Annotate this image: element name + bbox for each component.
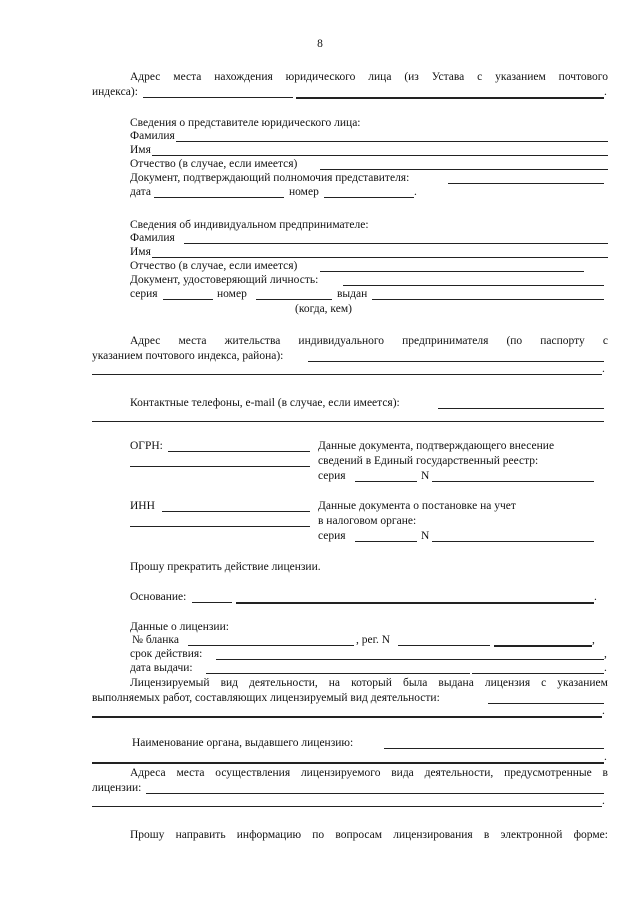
license-activity-field-a[interactable]: [488, 703, 604, 704]
issuing-body-label: Наименование органа, выдавшего лицензию:: [132, 737, 354, 749]
legal-address-field-a[interactable]: [143, 97, 293, 98]
ent-issued-hint: (когда, кем): [295, 303, 352, 315]
license-validity-field[interactable]: [216, 659, 604, 660]
inn-n-label: N: [421, 530, 430, 542]
ent-series-field[interactable]: [163, 299, 213, 300]
inn-field[interactable]: [162, 511, 310, 512]
license-activity-line2: выполняемых работ, составляющих лицензируемый вид деятельности:: [92, 692, 440, 704]
contacts-label: Контактные телефоны, e-mail (в случае, если имеется):: [130, 397, 400, 409]
rep-number-field[interactable]: [324, 197, 414, 198]
inn-n-field[interactable]: [432, 541, 594, 542]
license-reg-field-b[interactable]: [494, 645, 592, 647]
ent-identity-doc-field[interactable]: [343, 285, 604, 286]
ogrn-series-field[interactable]: [355, 481, 417, 482]
license-activity-line1: Лицензируемый вид деятельности, на который была выдана лицензия с указанием: [130, 677, 608, 689]
ent-number-label: номер: [217, 288, 247, 300]
rep-patronymic-field[interactable]: [320, 169, 608, 170]
license-reg-label: , рег. N: [356, 634, 391, 646]
license-activity-field-b[interactable]: [92, 716, 602, 718]
license-issue-date-field-b[interactable]: [472, 673, 604, 674]
contacts-field-a[interactable]: [438, 408, 604, 409]
request-terminate: Прошу прекратить действие лицензии.: [130, 561, 321, 573]
ent-patronymic-field[interactable]: [320, 271, 584, 272]
basis-field-a[interactable]: [192, 602, 232, 603]
inn-field-b[interactable]: [130, 526, 310, 527]
issuing-body-field-b[interactable]: [92, 762, 604, 764]
issuing-body-field-a[interactable]: [384, 748, 604, 749]
document-page: 8 Адрес места нахождения юридического лица (из Устава с указанием почтового индекса): . Сведения о представителе юридического лица: Фамилия Имя Отчество (в случае, если имеется) Документ, подтверждающий полномочия представителя: дата номер . Сведения об индивидуальном предпринимателе: Фамилия Имя Отчество (в случае, если имеется) Документ, удостоверяющий личность: серия номер выдан (когда, кем) Адрес места жительства индивидуального предпринимателя (по паспорту с указанием почтового индекса, района): . Контактные телефоны, e-mail (в случае, если имеется): ОГРН: Данные документа, подтверждающего внесение сведений в Единый государственный реестр: серия N ИНН Данные документа о постановке на учет в налоговом органе: серия N Прошу прекратить действие лицензии. Основание: . Данные о лицензии: № бланка , рег. N , срок действия: , дата выдачи: . Лицензируемый вид деятельности, на который была выдана лицензия с указанием выполняемых работ, составляющих лицензируемый вид деятельности: . Наименование органа, выдавшего лицензию: . Адреса места осуществления лицензируемого вида деятельности, предусмотренные в лицензии: . Прошу направить информацию по вопросам лицензирования в электронной форме:: [0, 0, 640, 905]
license-form-no-label: № бланка: [132, 634, 179, 646]
residence-field-a[interactable]: [308, 361, 604, 362]
rep-name-field[interactable]: [152, 155, 608, 156]
places-label: лицензии:: [92, 782, 142, 794]
ent-name-field[interactable]: [152, 257, 608, 258]
ogrn-series-label: серия: [318, 470, 346, 482]
residence-line1: Адрес места жительства индивидуального предпринимателя (по паспорту с: [130, 335, 608, 347]
rep-number-label: номер: [289, 186, 319, 198]
license-issue-date-label: дата выдачи:: [130, 662, 193, 674]
ent-issued-field[interactable]: [372, 299, 604, 300]
rep-date-label: дата: [130, 186, 151, 198]
representative-heading: Сведения о представителе юридического лица:: [130, 117, 361, 129]
ent-series-label: серия: [130, 288, 158, 300]
legal-address-line1: Адрес места нахождения юридического лица (из Устава с указанием почтового: [130, 71, 608, 83]
inn-doc-line1: Данные документа о постановке на учет: [318, 500, 516, 512]
license-reg-field-a[interactable]: [398, 645, 490, 646]
ogrn-doc-line1: Данные документа, подтверждающего внесение: [318, 440, 555, 452]
residence-label: указанием почтового индекса, района):: [92, 350, 284, 362]
contacts-field-b[interactable]: [92, 421, 604, 422]
ogrn-label: ОГРН:: [130, 440, 163, 452]
rep-name-label: Имя: [130, 144, 151, 156]
license-validity-label: срок действия:: [130, 648, 203, 660]
rep-authority-doc-field[interactable]: [448, 183, 604, 184]
ent-patronymic-label: Отчество (в случае, если имеется): [130, 260, 298, 272]
ogrn-field-b[interactable]: [130, 466, 310, 467]
rep-surname-field[interactable]: [176, 141, 608, 142]
ogrn-doc-line2: сведений в Единый государственный реестр:: [318, 455, 539, 467]
legal-address-field-b[interactable]: [296, 97, 604, 99]
page-number: 8: [317, 38, 323, 50]
places-field-a[interactable]: [146, 793, 604, 794]
basis-field-b[interactable]: [236, 602, 594, 604]
electronic-request: Прошу направить информацию по вопросам лицензирования в электронной форме:: [130, 829, 608, 841]
rep-patronymic-label: Отчество (в случае, если имеется): [130, 158, 298, 170]
ent-surname-field[interactable]: [184, 243, 608, 244]
ent-name-label: Имя: [130, 246, 151, 258]
inn-series-label: серия: [318, 530, 346, 542]
license-heading: Данные о лицензии:: [130, 621, 229, 633]
inn-doc-line2: в налоговом органе:: [318, 515, 417, 527]
inn-label: ИНН: [130, 500, 155, 512]
rep-authority-doc-label: Документ, подтверждающий полномочия представителя:: [130, 172, 410, 184]
ogrn-field[interactable]: [168, 451, 310, 452]
places-line1: Адреса места осуществления лицензируемого вида деятельности, предусмотренные в: [130, 767, 608, 779]
ogrn-n-label: N: [421, 470, 430, 482]
ent-number-field[interactable]: [256, 299, 332, 300]
basis-label: Основание:: [130, 591, 187, 603]
rep-surname-label: Фамилия: [130, 130, 175, 142]
license-form-no-field[interactable]: [188, 645, 354, 646]
ent-identity-doc-label: Документ, удостоверяющий личность:: [130, 274, 319, 286]
legal-address-label: индекса):: [92, 86, 138, 98]
entrepreneur-heading: Сведения об индивидуальном предпринимателе:: [130, 219, 369, 231]
residence-field-b[interactable]: [92, 374, 602, 375]
ent-surname-label: Фамилия: [130, 232, 175, 244]
ogrn-n-field[interactable]: [432, 481, 594, 482]
inn-series-field[interactable]: [355, 541, 417, 542]
license-issue-date-field-a[interactable]: [206, 673, 470, 674]
places-field-b[interactable]: [92, 806, 602, 807]
rep-date-field[interactable]: [154, 197, 284, 198]
ent-issued-label: выдан: [337, 288, 368, 300]
